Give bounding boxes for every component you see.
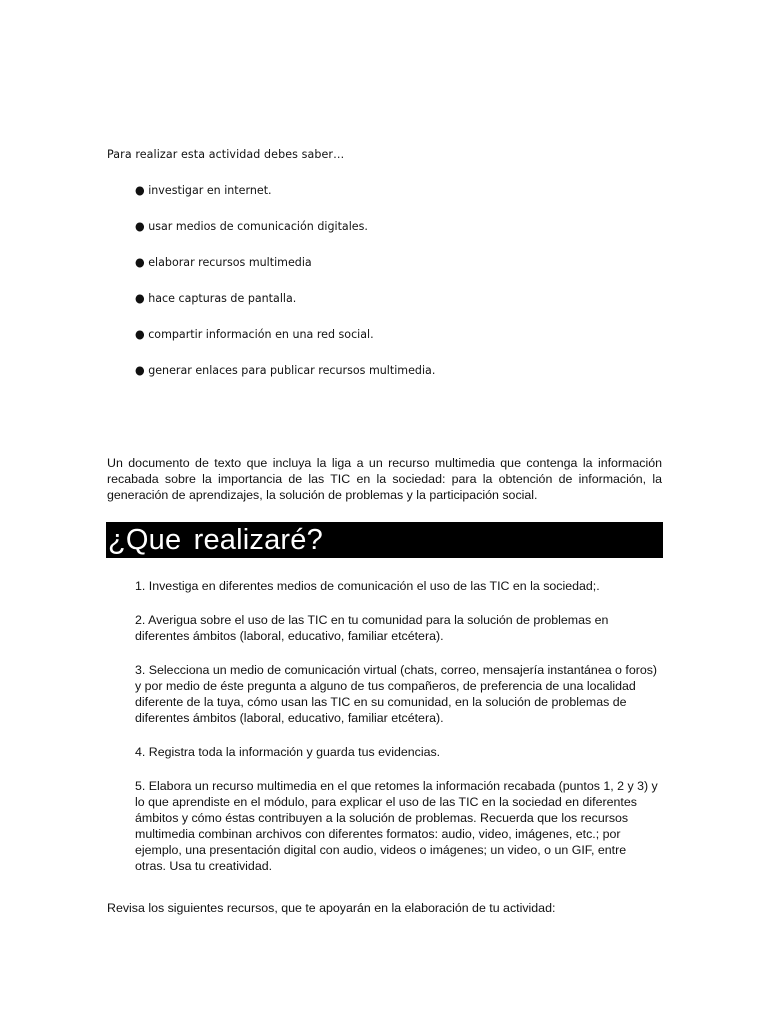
- step-item: 4. Registra toda la información y guarda tus evidencias.: [135, 745, 441, 759]
- skill-item: ● hace capturas de pantalla.: [135, 291, 297, 305]
- section-heading-bar: [106, 522, 663, 558]
- intro-text: Para realizar esta actividad debes saber…: [107, 147, 345, 161]
- skill-item: ● generar enlaces para publicar recursos multimedia.: [135, 363, 436, 377]
- resources-text: Revisa los siguientes recursos, que te apoyarán en la elaboración de tu actividad:: [107, 901, 556, 915]
- product-description: Un documento de texto que incluya la liga a un recurso multimedia que contenga la información recabada sobre la importancia de las TIC en la sociedad: para la obtención de información, la generación de aprendizajes, la solución de problemas y la participación social.: [107, 456, 662, 502]
- step-item: 3. Selecciona un medio de comunicación virtual (chats, correo, mensajería instantánea o foros) y por medio de éste pregunta a alguno de tus compañeros, de preferencia de una localidad diferente de la tuya, cómo usan las TIC en su comunidad, en la solución de problemas de diferentes ámbitos (laboral, educativo, familiar etcétera).: [135, 663, 658, 725]
- skill-item: ● compartir información en una red social.: [135, 327, 374, 341]
- section-heading: ¿Que realizaré?: [108, 524, 323, 556]
- step-item: 2. Averigua sobre el uso de las TIC en tu comunidad para la solución de problemas en diferentes ámbitos (laboral, educativo, familiar etcétera).: [135, 613, 609, 643]
- steps-list: [135, 578, 660, 892]
- skill-item: ● elaborar recursos multimedia: [135, 255, 312, 269]
- step-item: 1. Investiga en diferentes medios de comunicación el uso de las TIC en la sociedad;.: [135, 579, 600, 593]
- skill-item: ● usar medios de comunicación digitales.: [135, 219, 368, 233]
- step-item: 5. Elabora un recurso multimedia en el que retomes la información recabada (puntos 1, 2 y 3) y lo que aprendiste en el módulo, para explicar el uso de las TIC en la sociedad en diferentes ámbitos y cómo éstas contribuyen a la solución de problemas. Recuerda que los recursos multimedia combinan archivos con diferentes formatos: audio, video, imágenes, etc.; por ejemplo, una presentación digital con audio, videos o imágenes; un video, o un GIF, entre otras. Usa tu creatividad.: [135, 779, 658, 873]
- skills-list: [135, 182, 435, 398]
- skill-item: ● investigar en internet.: [135, 183, 272, 197]
